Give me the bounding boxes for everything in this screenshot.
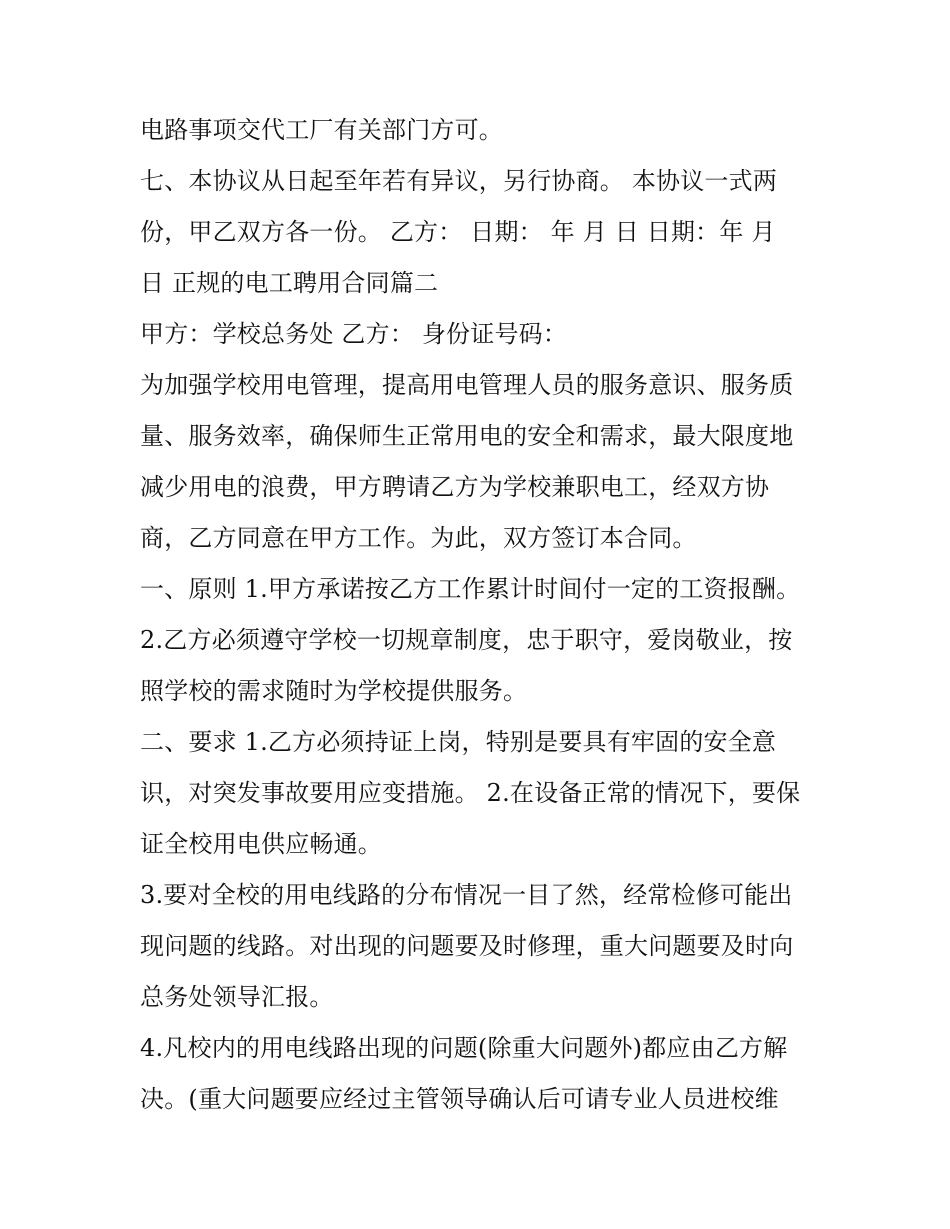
text-line: 4.凡校内的用电线路出现的问题(除重大问题外)都应由乙方解 <box>140 1034 788 1062</box>
text-line: 现问题的线路。对出现的问题要及时修理，重大问题要及时向 <box>140 932 794 960</box>
text-line: 甲方：学校总务处 乙方： 身份证号码： <box>140 320 568 348</box>
text-line: 份，甲乙双方各一份。 乙方： 日期： 年 月 日 日期：年 月 <box>140 218 776 246</box>
text-line: 量、服务效率，确保师生正常用电的安全和需求，最大限度地 <box>140 422 794 450</box>
text-line: 二、要求 1.乙方必须持证上岗，特别是要具有牢固的安全意 <box>140 728 777 756</box>
text-line: 减少用电的浪费，甲方聘请乙方为学校兼职电工，经双方协 <box>140 473 770 501</box>
text-line: 一、原则 1.甲方承诺按乙方工作累计时间付一定的工资报酬。 <box>140 575 801 603</box>
text-line: 2.乙方必须遵守学校一切规章制度，忠于职守，爱岗敬业，按 <box>140 626 793 654</box>
text-line: 七、本协议从日起至年若有异议，另行协商。 本协议一式两 <box>140 167 778 195</box>
text-line: 总务处领导汇报。 <box>140 983 334 1011</box>
text-line: 照学校的需求随时为学校提供服务。 <box>140 677 528 705</box>
text-line: 3.要对全校的用电线路的分布情况一目了然，经常检修可能出 <box>140 881 793 909</box>
text-line: 识，对突发事故要用应变措施。 2.在设备正常的情况下，要保 <box>140 779 801 807</box>
text-line: 证全校用电供应畅通。 <box>140 830 382 858</box>
text-line: 电路事项交代工厂有关部门方可。 <box>140 116 503 144</box>
text-line: 日 正规的电工聘用合同篇二 <box>140 269 439 297</box>
text-line: 商，乙方同意在甲方工作。为此，双方签订本合同。 <box>140 524 697 552</box>
text-line: 为加强学校用电管理，提高用电管理人员的服务意识、服务质 <box>140 371 794 399</box>
text-line: 决。(重大问题要应经过主管领导确认后可请专业人员进校维 <box>140 1085 779 1113</box>
